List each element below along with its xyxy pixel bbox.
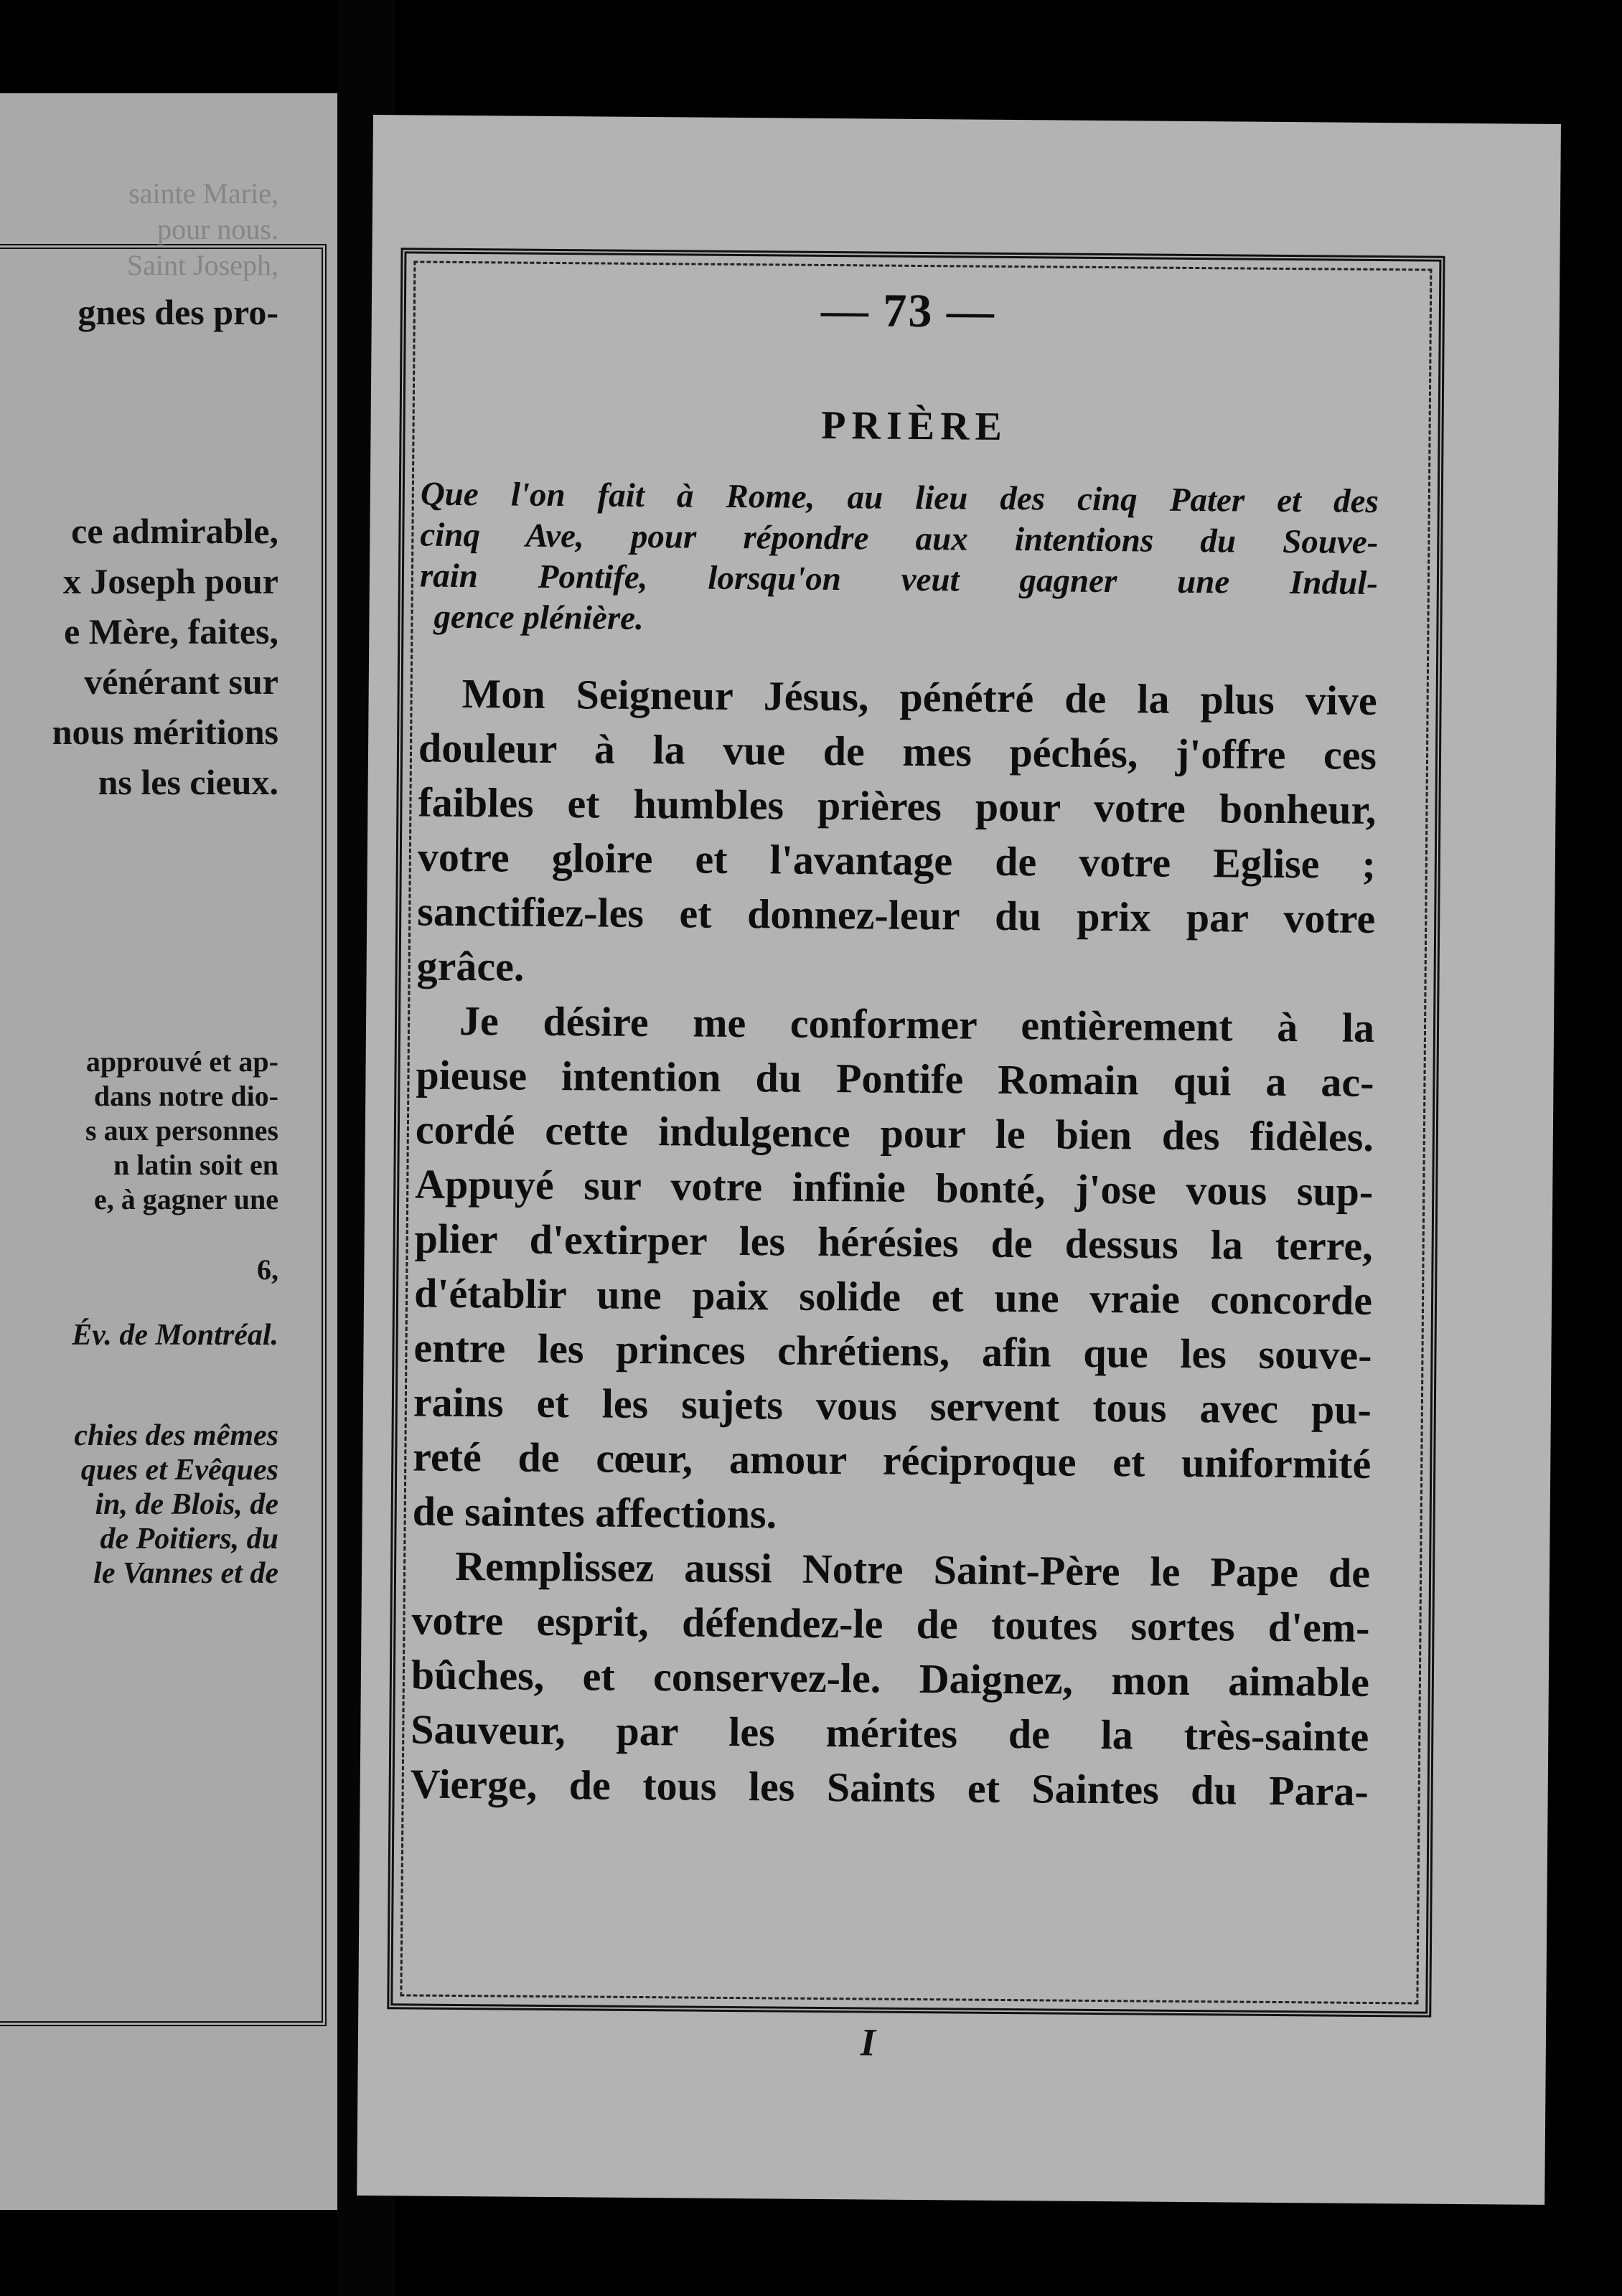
left-page-fragment [0,93,337,2210]
body-line: Mon Seigneur Jésus, pénétré de la plus vive [461,669,1377,725]
left-text-line: chies des mêmes [74,1419,278,1452]
left-text-line: approuvé et ap- [85,1045,278,1078]
rubric-line: Que l'on fait à Rome, au lieu des cinq Pater et des [420,475,1379,521]
page-number: — 73 — [820,283,996,338]
left-text-line: e Mère, faites, [64,611,278,651]
rubric-line: rain Pontife, lorsqu'on veut gagner une Indul- [419,557,1379,603]
rubric-line: cinq Ave, pour répondre aux intentions du Souve- [420,516,1379,562]
paragraph-2 [412,994,1374,1546]
body-line: entre les princes chrétiens, afin que les souve- [413,1324,1372,1378]
left-faint-line: pour nous. [157,213,278,245]
body-line: Je désire me conformer entièrement à la [459,997,1375,1051]
left-text-line: ce admirable, [71,511,278,551]
paragraph-1 [416,667,1377,1001]
left-text-line: in, de Blois, de [95,1488,278,1521]
body-line: Appuyé sur votre infinie bonté, j'ose vous sup- [415,1160,1374,1215]
body-line: sanctifiez-les et donnez-leur du prix par votre [417,888,1376,942]
rubric-instructions [419,474,1379,645]
right-page [357,115,1561,2205]
paragraph-3 [410,1538,1370,1818]
rubric-line: gence plénière. [433,598,644,637]
body-line: douleur à la vue de mes péchés, j'offre ces [418,724,1377,779]
body-line: reté de cœur, amour réciproque et uniformité [413,1433,1372,1487]
body-line: bûches, et conservez-le. Daignez, mon aimable [411,1651,1370,1705]
body-line: pieuse intention du Pontife Romain qui a ac- [416,1051,1374,1106]
body-line: faibles et humbles prières pour votre bonheur, [418,778,1377,834]
body-line: Vierge, de tous les Saints et Saintes du Para- [410,1760,1369,1815]
body-line: Sauveur, par les mérites de la très-sainte [411,1705,1369,1760]
left-text-line: e, à gagner une [93,1183,278,1215]
body-line: votre gloire et l'avantage de votre Eglise ; [417,833,1377,888]
body-line: de saintes affections. [412,1487,777,1538]
left-text-line: 6, [257,1253,278,1286]
left-text-line: s aux personnes [85,1114,278,1147]
left-text-line: ques et Evêques [80,1454,278,1487]
left-text-line: le Vannes et de [93,1557,278,1590]
body-line: plier d'extirper les hérésies de dessus la terre, [414,1215,1373,1269]
body-line: votre esprit, défendez-le de toutes sortes d'em- [411,1596,1370,1651]
left-text-line: Év. de Montréal. [72,1319,278,1352]
left-text-line: dans notre dio- [93,1080,278,1112]
left-text-line: n latin soit en [113,1149,278,1181]
left-text-line: gnes des pro- [78,292,278,332]
signature-mark: I [860,2020,876,2064]
prayer-heading: PRIÈRE [821,403,1008,449]
body-line: d'établir une paix solide et une vraie concorde [413,1269,1373,1324]
left-faint-line: Saint Joseph, [126,249,278,281]
left-text-line: de Poitiers, du [100,1523,278,1556]
left-text-line: ns les cieux. [98,762,278,802]
left-text-line: vénérant sur [84,662,278,702]
left-text-line: nous méritions [52,712,278,752]
left-faint-line: sainte Marie, [128,177,278,210]
body-line: Remplissez aussi Notre Saint-Père le Pape de [454,1542,1371,1596]
body-line: cordé cette indulgence pour le bien des fidèles. [415,1106,1374,1160]
body-line: grâce. [416,942,525,990]
page-content [410,281,1380,1819]
body-line: rains et les sujets vous servent tous avec pu- [413,1378,1372,1433]
left-text-line: x Joseph pour [62,561,278,601]
